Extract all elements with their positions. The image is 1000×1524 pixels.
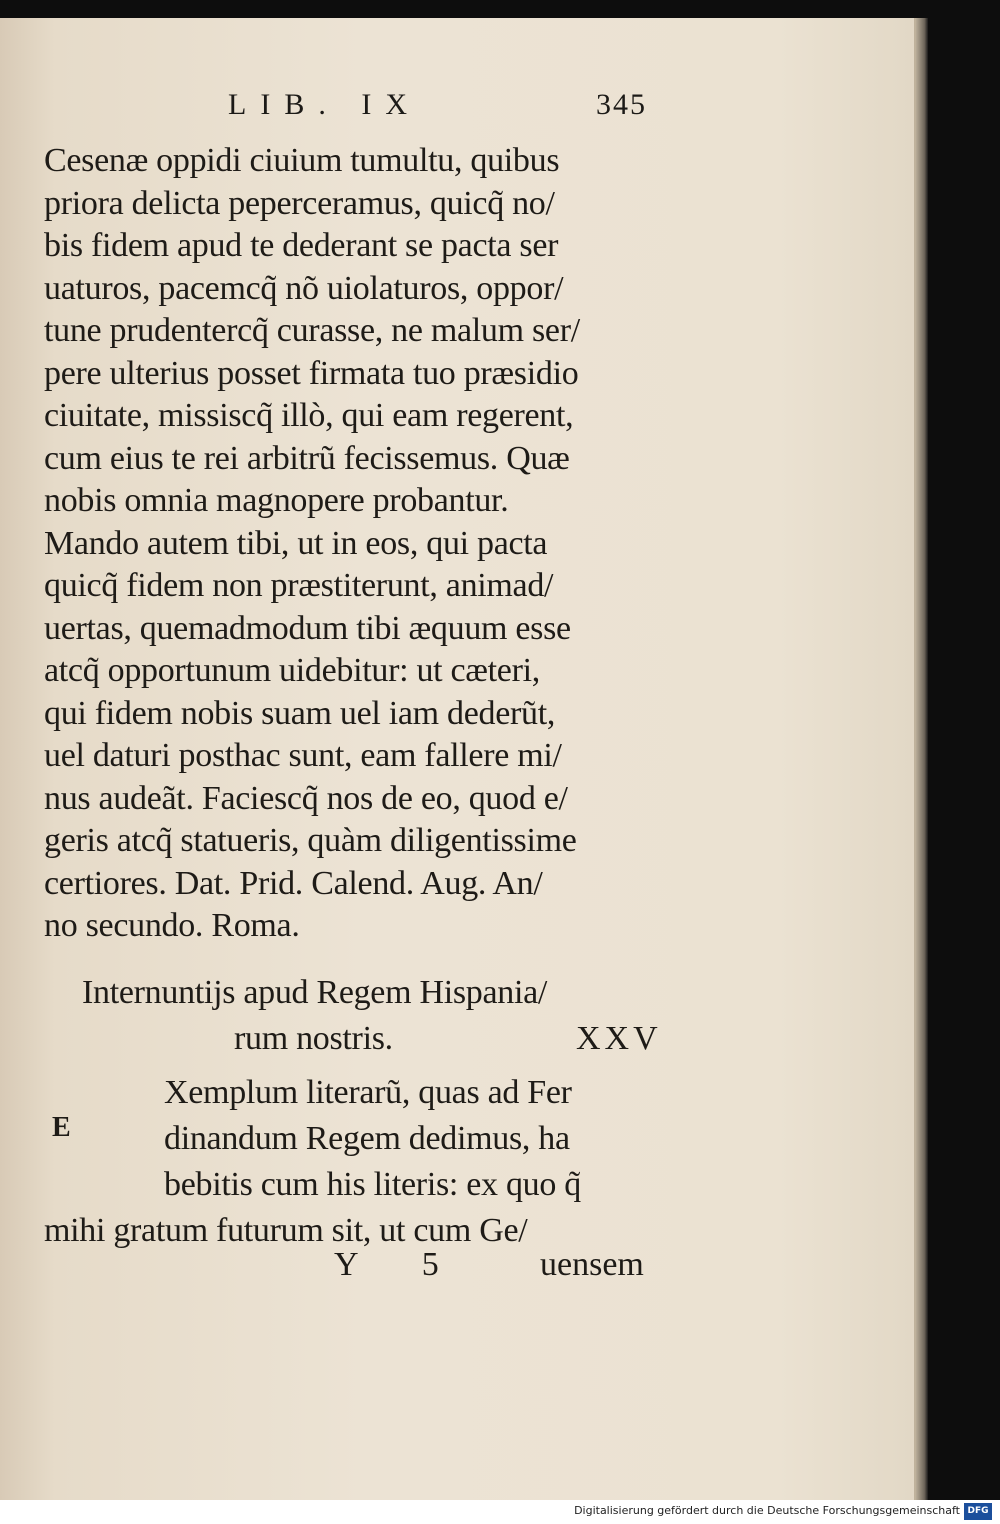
text-line: uel daturi posthac sunt, eam fallere mi/: [44, 737, 562, 774]
heading-line-1: Internuntijs apud Regem Hispania/: [82, 974, 548, 1011]
text-line: bis fidem apud te dederant se pacta ser: [44, 227, 559, 264]
text-line: geris atcq̃ statueris, quàm diligentissime: [44, 822, 577, 859]
letter-number: XXV: [576, 1020, 662, 1057]
text-line: tune prudentercq̃ curasse, ne malum ser/: [44, 312, 580, 349]
page-number: 345: [596, 88, 647, 121]
page-edge: [916, 18, 928, 1500]
text-line: cum eius te rei arbitrũ fecissemus. Quæ: [44, 439, 570, 477]
text-line: atcq̃ opportunum uidebitur: ut cæteri,: [44, 652, 540, 689]
signature-mark: Y 5: [334, 1246, 467, 1283]
text-line: qui fidem nobis suam uel iam dederũt,: [44, 694, 556, 732]
funding-credit: Digitalisierung gefördert durch die Deutsche Forschungsgemeinschaft: [574, 1504, 960, 1517]
initial-letter-guide: E: [52, 1112, 71, 1143]
letter-text: [44, 1070, 684, 1254]
dfg-logo: DFG: [964, 1503, 992, 1520]
text-line: ciuitate, missiscq̃ illò, qui eam regerent,: [44, 397, 574, 434]
signature-line: [0, 1246, 916, 1292]
text-line: bebitis cum his literis: ex quo q̃: [164, 1166, 581, 1203]
body-text: [44, 140, 684, 948]
text-line: quicq̃ fidem non præstiterunt, animad/: [44, 567, 554, 604]
text-line: nobis omnia magnopere probantur.: [44, 482, 509, 519]
text-line: uertas, quemadmodum tibi æquum esse: [44, 609, 571, 647]
text-line: Mando autem tibi, ut in eos, qui pacta: [44, 524, 548, 562]
catchword: uensem: [540, 1246, 644, 1283]
footer-bar: [0, 1500, 1000, 1524]
text-line: Cesenæ oppidi ciuium tumultu, quibus: [44, 142, 560, 179]
heading-line-2: [82, 1016, 682, 1062]
text-line: nus audeãt. Faciescq̃ nos de eo, quod e/: [44, 779, 568, 817]
running-head-book: LIB. IX: [228, 88, 421, 121]
text-line: pere ulterius posset firmata tuo præsidio: [44, 354, 579, 392]
letter-heading: [82, 970, 682, 1062]
running-head: [0, 88, 916, 128]
text-line: priora delicta peperceramus, quicq̃ no/: [44, 184, 555, 222]
text-line: no secundo. Roma.: [44, 907, 300, 944]
text-line: certiores. Dat. Prid. Calend. Aug. An/: [44, 864, 543, 902]
text-line: dinandum Regem dedimus, ha: [164, 1120, 570, 1157]
text-line: mihi gratum futurum sit, ut cum Ge/: [44, 1212, 528, 1249]
text-line: Xemplum literarũ, quas ad Fer: [164, 1074, 572, 1111]
text-line: uaturos, pacemcq̃ nõ uiolaturos, oppor/: [44, 269, 564, 307]
heading-line-2-text: rum nostris.: [234, 1020, 393, 1057]
